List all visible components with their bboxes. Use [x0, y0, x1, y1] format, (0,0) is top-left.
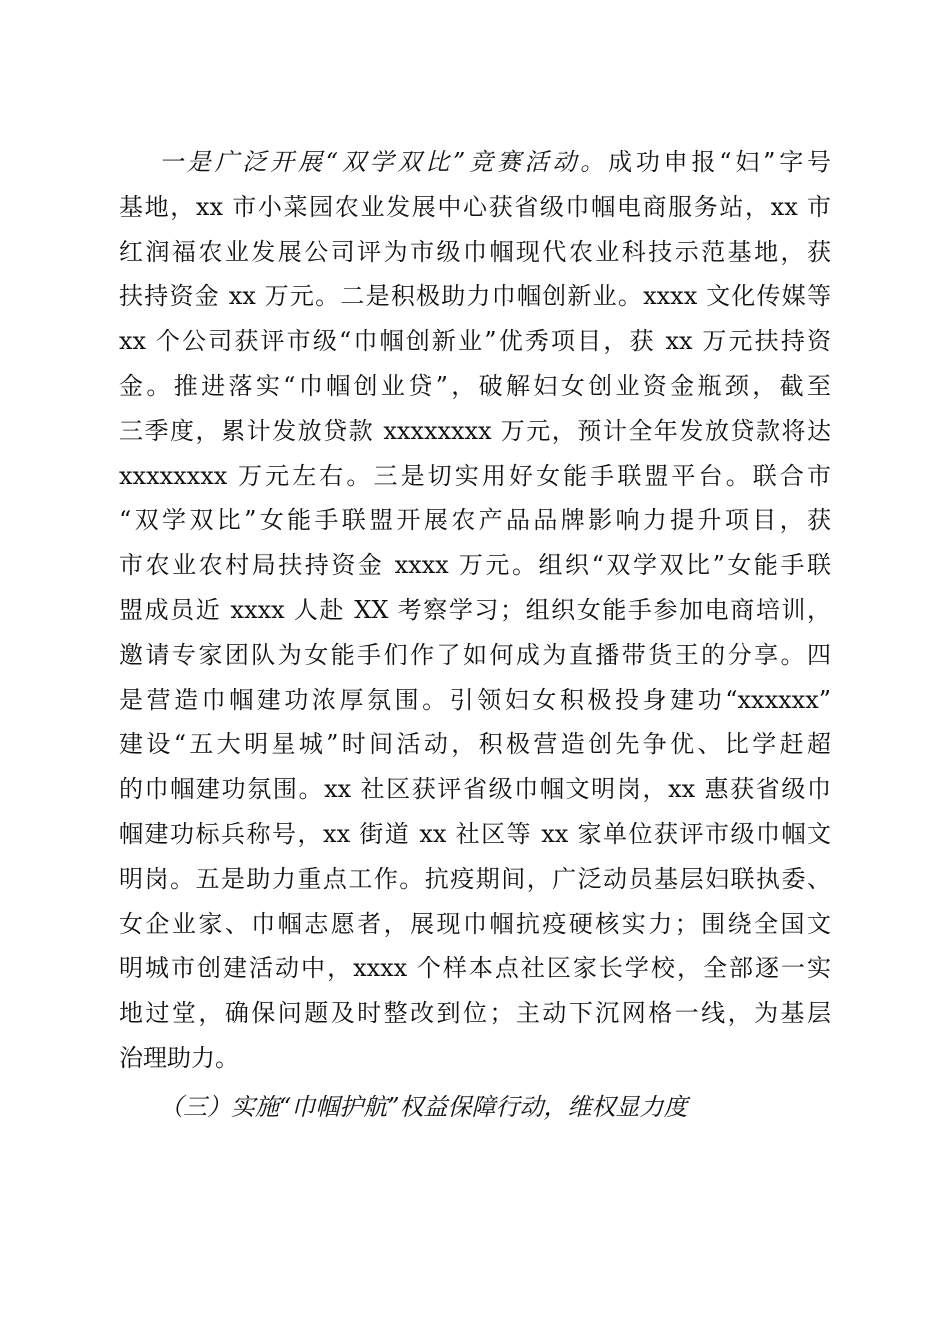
paragraph-line: 红润福农业发展公司评为市级巾帼现代农业科技示范基地，获 — [119, 237, 831, 266]
paragraph-line: 帼建功标兵称号，xx 街道 xx 社区等 xx 家单位获评市级巾帼文 — [119, 819, 831, 848]
paragraph-line: 扶持资金 xx 万元。二是积极助力巾帼创新业。xxxx 文化传媒等 — [119, 282, 831, 311]
paragraph-line: 三季度，累计发放贷款 xxxxxxxx 万元，预计全年发放贷款将达 — [119, 416, 831, 445]
paragraph-line: “双学双比”女能手联盟开展农产品品牌影响力提升项目，获 — [119, 506, 831, 535]
paragraph-line: 市农业农村局扶持资金 xxxx 万元。组织“双学双比”女能手联 — [119, 551, 831, 580]
paragraph-line — [119, 140, 831, 185]
paragraph-lead-phrase: 一是广泛开展“双学双比”竞赛活动。 — [159, 148, 609, 176]
paragraph-line: 基地，xx 市小菜园农业发展中心获省级巾帼电商服务站，xx 市 — [119, 192, 831, 221]
section-heading: （三）实施“巾帼护航”权益保障行动，维权显力度 — [159, 1092, 688, 1121]
paragraph-line: 治理助力。 — [119, 1043, 239, 1072]
paragraph-line: 盟成员近 xxxx 人赴 XX 考察学习；组织女能手参加电商培训， — [119, 595, 831, 624]
paragraph-line: 金。推进落实“巾帼创业贷”，破解妇女创业资金瓶颈，截至 — [119, 371, 831, 400]
paragraph-line: 是营造巾帼建功浓厚氛围。引领妇女积极投身建功“xxxxxx” — [119, 685, 831, 714]
paragraph-line: 明岗。五是助力重点工作。抗疫期间，广泛动员基层妇联执委、 — [119, 864, 831, 893]
paragraph-line: 女企业家、巾帼志愿者，展现巾帼抗疫硬核实力；围绕全国文 — [119, 909, 831, 938]
paragraph-line: 明城市创建活动中，xxxx 个样本点社区家长学校，全部逐一实 — [119, 954, 831, 983]
paragraph-line-text: 成功申报“妇”字号 — [608, 148, 831, 176]
body-paragraph — [119, 140, 831, 1081]
paragraph-line: 邀请专家团队为女能手们作了如何成为直播带货王的分享。四 — [119, 640, 831, 669]
paragraph-line: 建设“五大明星城”时间活动，积极营造创先争优、比学赶超 — [119, 730, 831, 759]
paragraph-line: xx 个公司获评市级“巾帼创新业”优秀项目，获 xx 万元扶持资 — [119, 327, 831, 356]
paragraph-line: xxxxxxxx 万元左右。三是切实用好女能手联盟平台。联合市 — [119, 461, 831, 490]
paragraph-line: 的巾帼建功氛围。xx 社区获评省级巾帼文明岗，xx 惠获省级巾 — [119, 775, 831, 804]
document-page — [119, 140, 831, 1133]
paragraph-line: 地过堂，确保问题及时整改到位；主动下沉网格一线，为基层 — [119, 999, 831, 1028]
